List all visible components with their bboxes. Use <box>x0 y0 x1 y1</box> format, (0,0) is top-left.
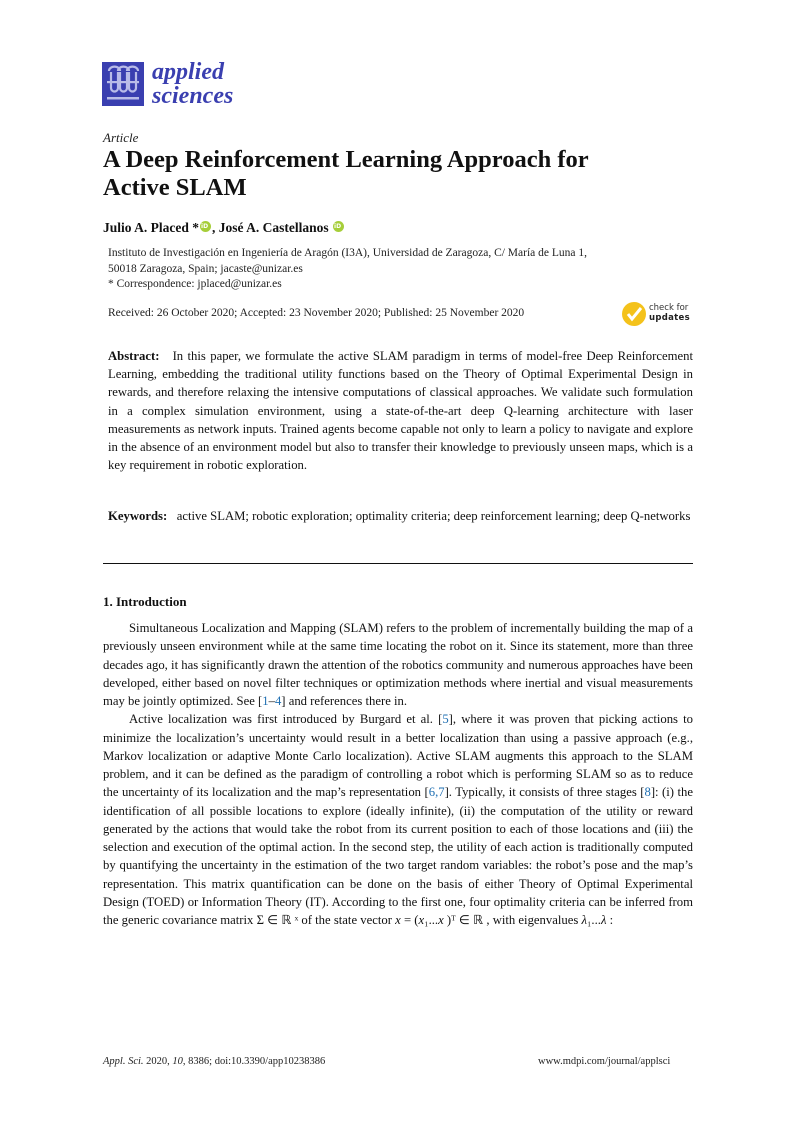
author-name[interactable]: José A. Castellanos <box>218 220 329 235</box>
math-symbol: λ <box>581 913 587 927</box>
math-symbol: x <box>438 913 444 927</box>
journal-name <box>152 60 233 108</box>
text-run: ₁... <box>424 913 439 927</box>
footer-year: 2020, <box>143 1056 173 1067</box>
section-divider <box>103 563 693 564</box>
abstract <box>108 347 693 474</box>
author-name[interactable]: Julio A. Placed <box>103 220 189 235</box>
correspondence-marker: * <box>188 220 200 235</box>
check-updates-line2: updates <box>649 313 690 323</box>
text-run: Simultaneous Localization and Mapping (SLAM) refers to the problem of incrementally building the map of a previously unseen environment while at the same time locating the robot on it. Since its statement, more than three decades ago, it has significantly drawn the attention of the robotics community and numerous approaches have been developed, either based on novel filter techniques or optimization methods where inertial and visual measurements may be jointly optimized. See [ <box>103 621 693 708</box>
journal-abbreviation: Appl. Sci. <box>103 1056 144 1067</box>
keywords-text: active SLAM; robotic exploration; optimality criteria; deep reinforcement learning; deep Q-networks <box>176 509 691 523</box>
text-run: : <box>606 913 614 927</box>
check-icon <box>622 302 646 326</box>
footer-url[interactable]: www.mdpi.com/journal/applsci <box>538 1056 671 1067</box>
paragraph <box>103 619 693 710</box>
paper-title <box>103 146 703 202</box>
footer-citation <box>103 1056 325 1067</box>
citation-link[interactable]: 8 <box>644 785 651 800</box>
text-run: – <box>268 694 275 708</box>
check-updates-line1: check for <box>649 303 689 313</box>
author-list <box>103 220 345 236</box>
journal-logo <box>102 62 144 106</box>
keywords <box>108 507 693 525</box>
introduction-body <box>103 619 693 929</box>
article-type: Article <box>103 130 139 145</box>
math-symbol: x <box>418 913 425 927</box>
correspondence: * Correspondence: jplaced@unizar.es <box>108 278 282 290</box>
math-symbol: x <box>395 913 401 927</box>
journal-name-line1: applied <box>152 59 224 85</box>
paragraph <box>103 710 693 929</box>
check-updates-label <box>649 303 690 323</box>
abstract-text: In this paper, we formulate the active SLAM paradigm in terms of model-free Deep Reinforcement Learning, embedding the traditional utility functions based on the Theory of Optimal Experimental Design in rewards, and therefore relaxing the intensive computations of classical approaches. We validate such formulation in a complex simulation environment, using a state-of-the-art deep Q-learning architecture with laser measurements as network inputs. Trained agents become capable not only to learn a policy to navigate and explore in the absence of an environment model but also to transfer their knowledge to previously unseen maps, which is a key requirement in robotic exploration. <box>108 349 694 473</box>
text-run: ], where it was proven that picking actions to minimize the localization’s uncertainty would result in a better localization than using a passive approach (e.g., Markov localization or adaptive Monte Carlo localization). Active SLAM augments this approach to the SLAM problem, and it can be defined as the paradigm of controlling a robot which is performing SLAM so as to reduce the uncertainty of its localization and the map’s representation [ <box>103 712 693 800</box>
title-line: Active SLAM <box>103 174 247 201</box>
footer-volume: 10 <box>172 1056 183 1067</box>
orcid-icon[interactable] <box>200 221 211 232</box>
keywords-label: Keywords: <box>108 509 168 523</box>
footer-doi: , 8386; doi:10.3390/app10238386 <box>182 1056 326 1067</box>
orcid-icon[interactable] <box>333 221 344 232</box>
text-run: )ᵀ ∈ ℝ , with eigenvalues <box>443 913 582 927</box>
check-for-updates-badge[interactable] <box>622 301 694 327</box>
publication-dates: Received: 26 October 2020; Accepted: 23 November 2020; Published: 25 November 2020 <box>108 307 525 319</box>
affiliation-line: 50018 Zaragoza, Spain; jacaste@unizar.es <box>108 262 303 275</box>
text-run: ] and references there in. <box>281 694 408 708</box>
affiliation-line: Instituto de Investigación en Ingeniería de Aragón (I3A), Universidad de Zaragoza, C/ María de Luna 1, <box>108 247 588 259</box>
citation-link[interactable]: 5 <box>442 712 449 727</box>
text-run: ₁... <box>586 913 601 927</box>
math-symbol: λ <box>600 913 607 927</box>
citation-link[interactable]: 4 <box>274 694 282 708</box>
title-line: A Deep Reinforcement Learning Approach for <box>103 146 589 173</box>
citation-link[interactable]: 1 <box>262 694 269 708</box>
text-run: Active localization was first introduced by Burgard et al. [ <box>129 712 443 727</box>
text-run: ]. Typically, it consists of three stages [ <box>444 785 645 800</box>
section-heading: 1. Introduction <box>103 594 187 609</box>
author-separator: , <box>212 220 219 235</box>
test-tubes-icon <box>102 62 144 106</box>
text-run: ]: (i) the identification of all possible locations to explore (ideally infinite), (ii) the computation of the utility or reward generated by the actions that would take the robot from its current position to each of those locations and (iii) the selection and execution of the optimal action. In the second step, the utility of each action is traditionally computed by quantifying the uncertainty in the estimation of the two target random variables: the robot’s pose and the map’s representation. This matrix quantification can be done on the basis of either Theory of Optimal Experimental Design (TOED) or Information Theory (IT). According to the first one, four optimality criteria can be inferred from the generic covariance matrix Σ ∈ ℝ ˣ of the state vector <box>103 785 693 927</box>
journal-name-line2: sciences <box>152 83 234 109</box>
citation-link[interactable]: 6,7 <box>428 785 445 800</box>
text-run: = ( <box>400 913 419 927</box>
abstract-label: Abstract: <box>108 349 160 363</box>
affiliation <box>108 246 698 293</box>
